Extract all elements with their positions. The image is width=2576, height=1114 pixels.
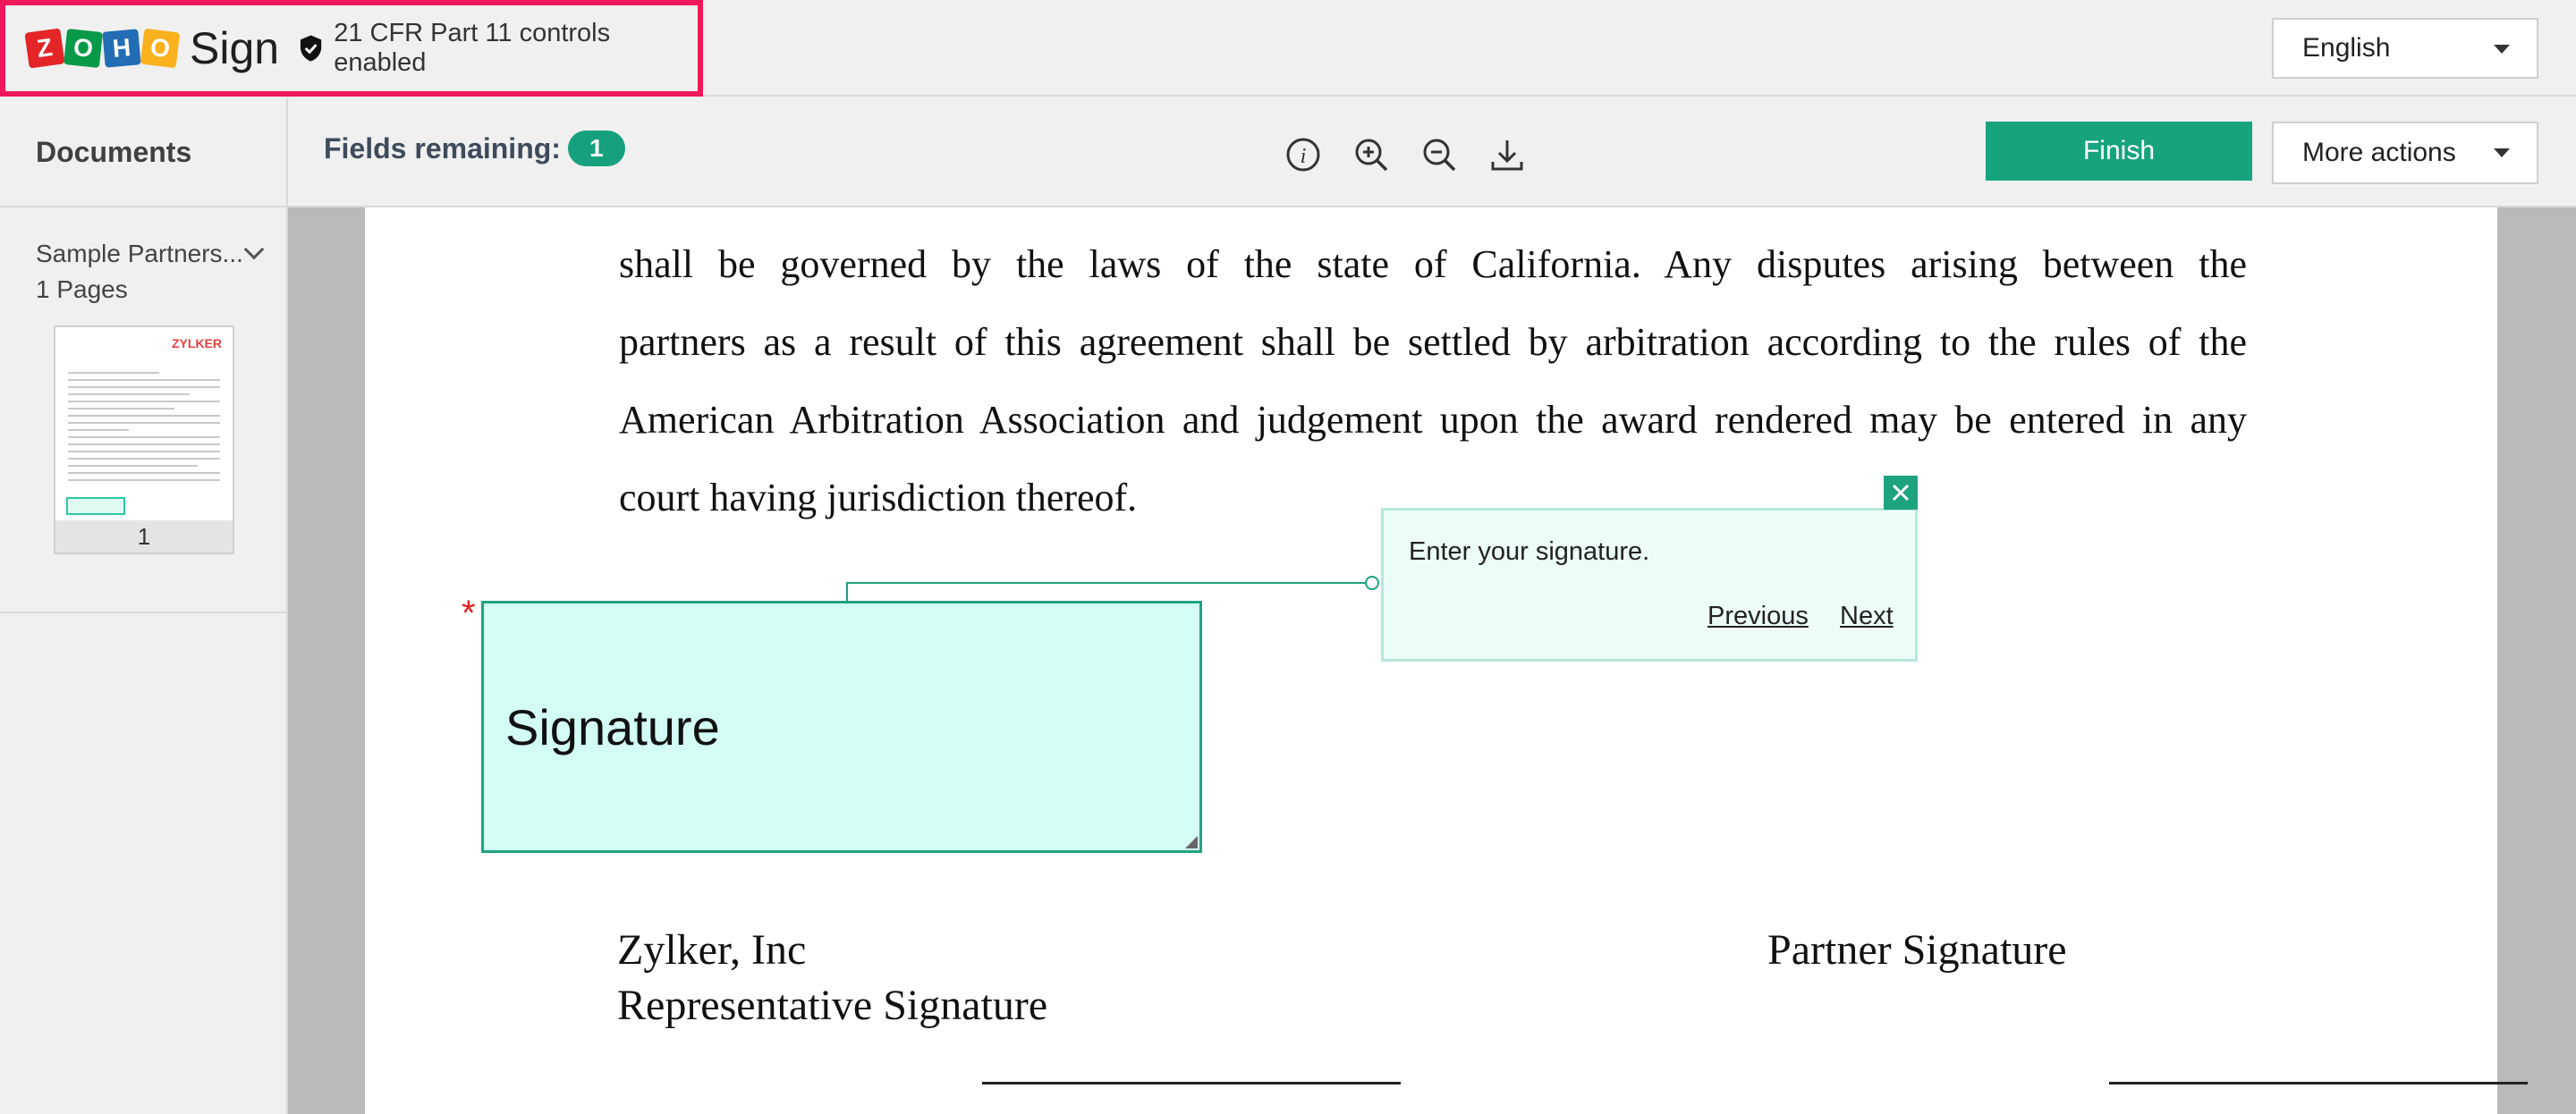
previous-link[interactable]: Previous — [1707, 602, 1809, 630]
document-name: Sample Partners... — [36, 240, 243, 267]
svg-text:i: i — [1300, 145, 1307, 168]
signature-line-left — [982, 1082, 1401, 1084]
popup-connector — [846, 582, 848, 602]
fields-remaining — [324, 131, 625, 166]
download-icon — [1489, 137, 1525, 173]
left-signer-block — [617, 923, 1047, 1034]
documents-tab[interactable] — [0, 98, 288, 207]
compliance-status — [299, 19, 698, 78]
documents-sidebar — [0, 207, 288, 1114]
logo-letter: Z — [24, 28, 64, 68]
documents-tab-label: Documents — [36, 135, 192, 168]
popup-connector — [846, 582, 1368, 584]
close-icon — [1891, 483, 1911, 502]
zoom-out-icon — [1421, 137, 1457, 173]
document-viewer[interactable] — [288, 207, 2576, 1114]
finish-button[interactable]: Finish — [1986, 122, 2252, 181]
more-actions-label: More actions — [2302, 138, 2456, 167]
paragraph-line: partners as a result of this agreement shall be settled by arbitration according to the rules of the — [619, 320, 2247, 364]
zoho-logo — [27, 30, 181, 66]
document-entry[interactable] — [36, 236, 270, 308]
signature-field[interactable] — [481, 601, 1202, 853]
thumbnail-page-number: 1 — [55, 520, 233, 553]
agreement-paragraph — [619, 225, 2247, 536]
zoom-in-icon — [1353, 137, 1389, 173]
toolbar — [288, 98, 2576, 207]
language-select[interactable] — [2272, 18, 2538, 79]
product-name: Sign — [190, 23, 280, 73]
signature-field-label: Signature — [505, 698, 720, 755]
sidebar-divider — [0, 612, 288, 613]
caret-down-icon — [2494, 45, 2510, 54]
logo-letter: H — [102, 29, 140, 67]
download-button[interactable] — [1485, 132, 1530, 177]
popup-close-button[interactable] — [1884, 476, 1918, 510]
connector-dot — [1365, 576, 1379, 590]
paragraph-line: shall be governed by the laws of the state of California. Any disputes arising between the — [619, 242, 2247, 286]
left-signer-role: Representative Signature — [617, 982, 1048, 1029]
popup-message: Enter your signature. — [1409, 537, 1650, 566]
page-count: 1 Pages — [36, 275, 128, 303]
signature-line-right — [2109, 1082, 2528, 1084]
right-signer-role: Partner Signature — [1767, 926, 2067, 974]
required-marker: * — [462, 594, 476, 633]
more-actions-dropdown[interactable] — [2272, 122, 2538, 184]
app-header — [0, 0, 2576, 97]
thumbnail-signature-field — [66, 497, 125, 515]
page-thumbnail[interactable] — [54, 325, 234, 554]
info-icon — [1285, 137, 1321, 173]
compliance-text: 21 CFR Part 11 controls enabled — [334, 19, 611, 77]
right-signer-block — [1767, 923, 2067, 978]
thumbnail-text — [68, 372, 220, 486]
paragraph-line: court having jurisdiction thereof. — [619, 476, 1138, 519]
paragraph-line: American Arbitration Association and judgement upon the award rendered may be entered in any — [619, 398, 2247, 442]
viewer-tools — [1281, 132, 1530, 177]
caret-down-icon — [2494, 148, 2510, 157]
brand-area — [0, 0, 703, 97]
zoom-in-button[interactable] — [1349, 132, 1394, 177]
thumbnail-logo: ZYLKER — [172, 336, 222, 350]
zoom-out-button[interactable] — [1417, 132, 1462, 177]
shield-check-icon — [299, 34, 323, 63]
left-signer-company: Zylker, Inc — [617, 926, 807, 974]
fields-remaining-badge: 1 — [568, 131, 625, 166]
fields-remaining-label: Fields remaining: — [324, 131, 561, 165]
language-value: English — [2302, 33, 2391, 63]
info-button[interactable] — [1281, 132, 1326, 177]
next-link[interactable]: Next — [1840, 602, 1894, 630]
chevron-down-icon[interactable] — [244, 240, 265, 260]
resize-handle-icon[interactable] — [1185, 836, 1198, 848]
signature-hint-popup — [1381, 508, 1918, 662]
logo-letter: O — [64, 29, 103, 68]
logo-letter: O — [140, 29, 181, 69]
